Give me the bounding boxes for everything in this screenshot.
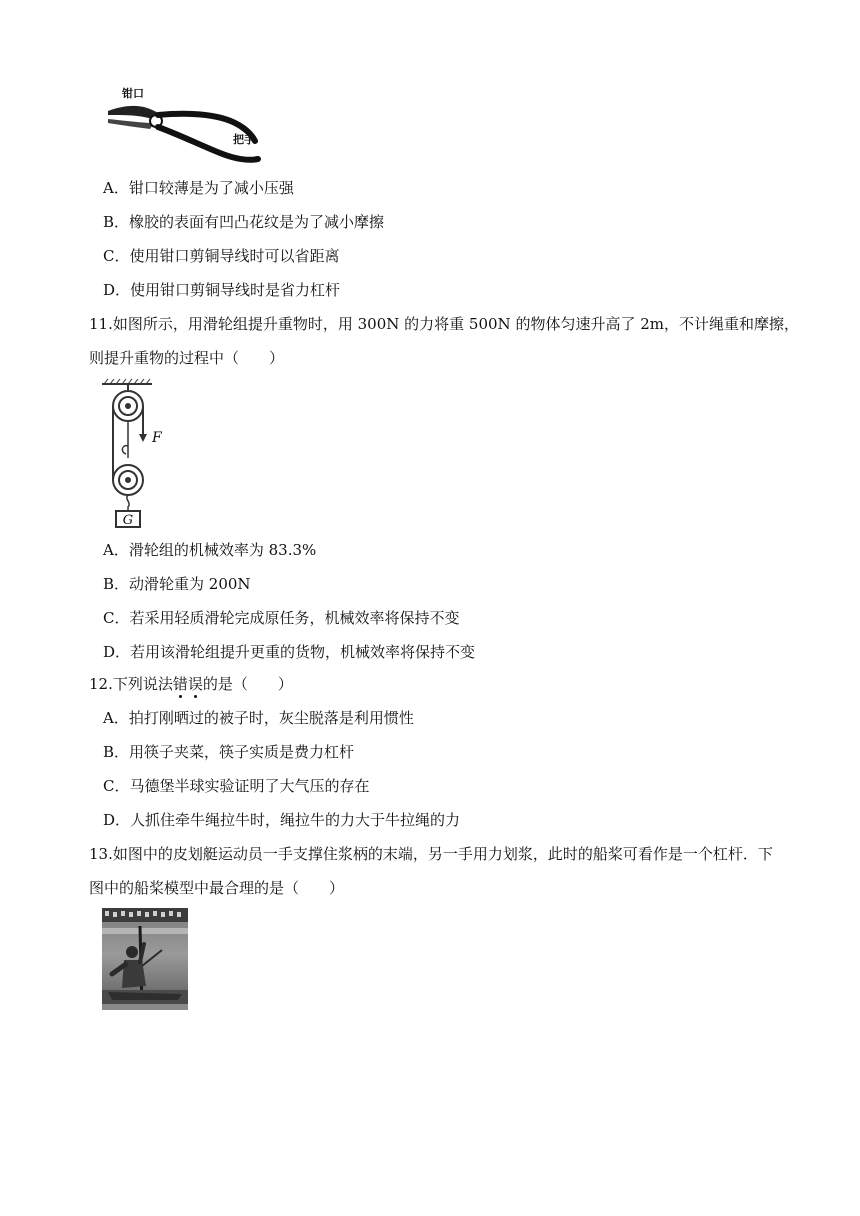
q10-option-c: C．使用钳口剪铜导线时可以省距离 — [103, 247, 340, 265]
q12-emphasis-char-2: 误 — [187, 675, 203, 693]
pliers-jaw-label: 钳口 — [122, 87, 144, 100]
q11-option-b: B．动滑轮重为 200N — [103, 575, 251, 593]
q12-option-d: D．人抓住牵牛绳拉牛时，绳拉牛的力大于牛拉绳的力 — [103, 811, 461, 829]
q11-stem-line1: 11.如图所示，用滑轮组提升重物时，用 300N 的力将重 500N 的物体匀速升高了 2m，不计绳重和摩擦， — [89, 315, 799, 333]
pulley-force-label: F — [152, 430, 162, 446]
pliers-figure — [100, 83, 270, 173]
pulley-figure — [100, 378, 180, 530]
q10-option-a: A．钳口较薄是为了减小压强 — [103, 179, 294, 197]
q12-stem-post: 的是（ ） — [202, 675, 293, 693]
q11-stem-line2: 则提升重物的过程中（ ） — [89, 349, 285, 367]
q12-stem — [89, 674, 293, 694]
pliers-handle-label: 把手 — [233, 133, 255, 146]
q13-stem-line2: 图中的船桨模型中最合理的是（ ） — [89, 879, 345, 897]
kayak-photo — [102, 908, 188, 1010]
q11-option-c: C．若采用轻质滑轮完成原任务，机械效率将保持不变 — [103, 609, 460, 627]
q12-option-c: C．马德堡半球实验证明了大气压的存在 — [103, 777, 370, 795]
q12-option-b: B．用筷子夹菜，筷子实质是费力杠杆 — [103, 743, 355, 761]
q10-option-d: D．使用钳口剪铜导线时是省力杠杆 — [103, 281, 341, 299]
q12-option-a: A．拍打刚晒过的被子时，灰尘脱落是利用惯性 — [103, 709, 414, 727]
pulley-weight-label: G — [122, 513, 134, 528]
q11-option-a: A．滑轮组的机械效率为 83.3% — [103, 541, 317, 559]
q11-option-d: D．若用该滑轮组提升更重的货物，机械效率将保持不变 — [103, 643, 476, 661]
q12-stem-pre: 12.下列说法 — [89, 675, 173, 693]
q13-stem-line1: 13.如图中的皮划艇运动员一手支撑住浆柄的末端，另一手用力划浆，此时的船桨可看作是一个杠杆．下 — [89, 845, 773, 863]
q12-emphasis-char-1: 错 — [172, 675, 188, 693]
q10-option-b: B．橡胶的表面有凹凸花纹是为了减小摩擦 — [103, 213, 385, 231]
